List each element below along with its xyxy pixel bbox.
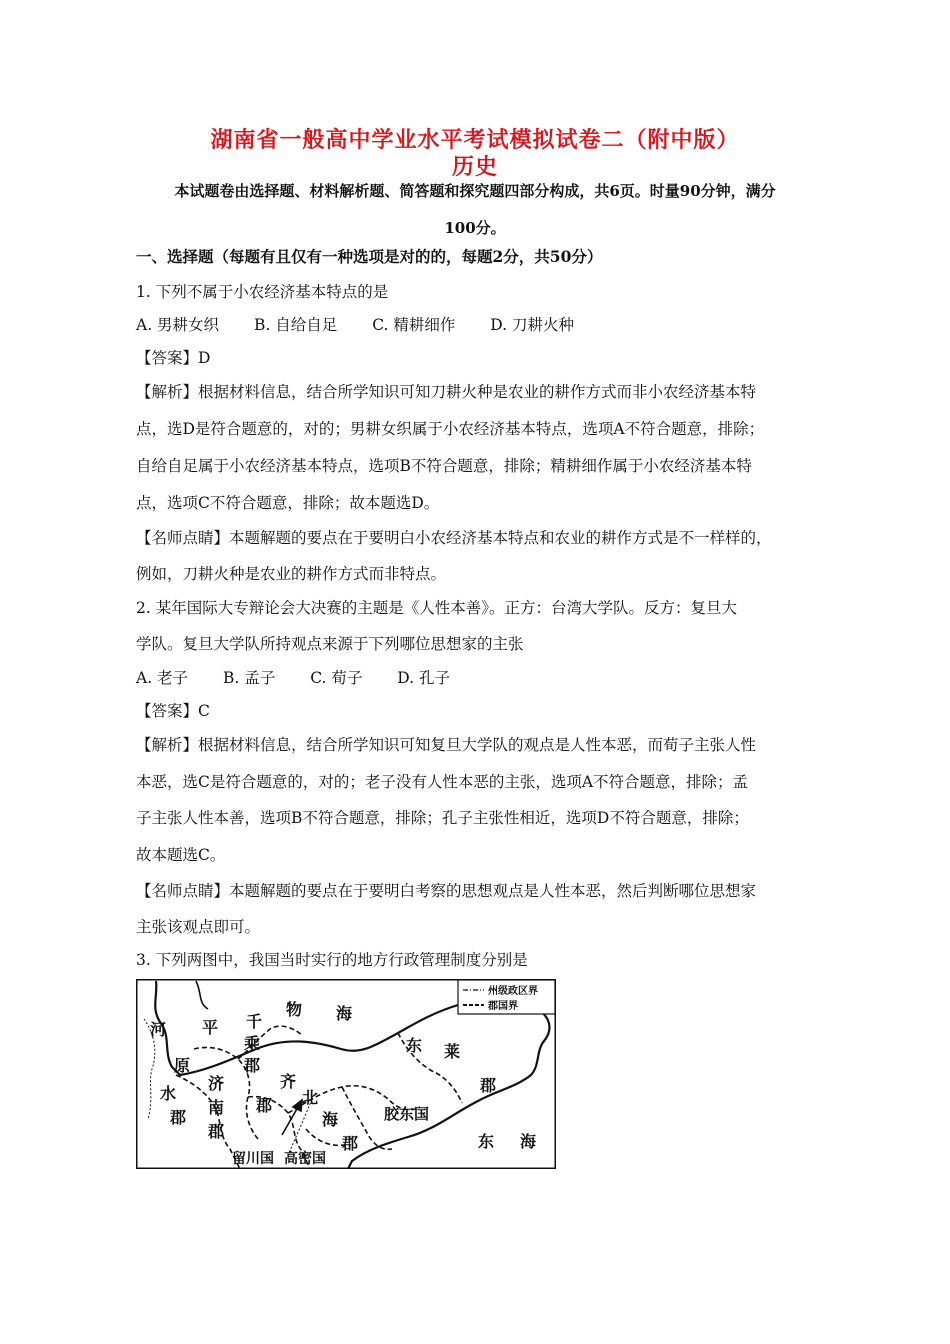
exam-intro-line2: 100分。 [444,219,506,237]
map-label-hai3: 海 [520,1132,537,1151]
map-label-jun-f: 郡 [480,1076,497,1095]
q1-options [136,315,604,335]
q1-analysis-3: 自给自足属于小农经济基本特点，选项B不符合题意，排除；精耕细作属于小农经济基本特 [136,457,752,475]
exam-intro-line1: 本试题卷由选择题、材料解析题、简答题和探究题四部分构成，共6页。时量90分钟，满分 [174,182,776,200]
q1-analysis-4: 点，选项C不符合题意，排除；故本题选D。 [136,494,440,512]
q1-answer: 【答案】D [136,349,211,367]
map-label-jiaodong: 胶东国 [384,1105,430,1123]
q1-stem: 1. 下列不属于小农经济基本特点的是 [136,283,389,301]
map-label-gaomi: 高密国 [284,1151,326,1167]
map-label-qi: 齐 [280,1072,297,1091]
map-label-qian: 千 [246,1012,263,1031]
q1-tip-2: 例如，刀耕火种是农业的耕作方式而非特点。 [136,565,447,583]
map-label-cheng: 乘 [244,1034,261,1053]
map-label-lai: 莱 [444,1042,461,1061]
q1-analysis-1: 【解析】根据材料信息，结合所学知识可知刀耕火种是农业的耕作方式而非小农经济基本特 [136,383,757,401]
map-label-yuan: 原 [174,1056,191,1075]
map-label-jun-d: 郡 [256,1096,273,1115]
map-label-ping: 平 [202,1018,219,1037]
map-label-sea-hai: 海 [336,1004,353,1023]
q2-stem-1: 2. 某年国际大专辩论会大决赛的主题是《人性本善》。正方：台湾大学队。反方：复旦大 [136,599,737,617]
map-label-jun-e: 郡 [342,1134,359,1153]
exam-title: 湖南省一般高中学业水平考试模拟试卷二（附中版） [210,127,740,153]
historical-map [136,979,556,1169]
q2-analysis-3: 子主张人性本善，选项B不符合题意，排除；孔子主张性相近，选项D不符合题意，排除； [136,809,749,827]
legend-label-commandery: 郡国界 [488,1001,518,1012]
q2-option-c: C. 荀子 [310,669,363,687]
map-label-nan: 南 [208,1098,225,1117]
map-label-he: 河 [150,1020,167,1039]
map-label-dong: 东 [406,1036,423,1055]
map-label-ji: 济 [208,1074,225,1093]
q1-tip-1: 【名师点睛】本题解题的要点在于要明白小农经济基本特点和农业的耕作方式是不一样样的， [136,529,772,547]
map-label-jun-c: 郡 [208,1122,225,1141]
map-label-hai2: 海 [322,1110,339,1129]
q1-option-b: B. 自给自足 [254,316,338,334]
map-label-dong2: 东 [478,1132,495,1151]
q2-analysis-4: 故本题选C。 [136,846,226,864]
map-label-shui: 水 [160,1084,177,1103]
map-label-bei: 北 [302,1088,319,1107]
q2-analysis-2: 本恶，选C是符合题意的，对的；老子没有人性本恶的主张，选项A不符合题意，排除；孟 [136,773,749,791]
q1-option-c: C. 精耕细作 [372,316,456,334]
legend-label-province: 州级政区界 [488,986,538,997]
map-label-jun-b: 郡 [170,1108,187,1127]
map-label-zichuan: 留川国 [232,1151,274,1167]
map-label-jun-a: 郡 [244,1056,261,1075]
q1-option-d: D. 刀耕火种 [490,316,575,334]
q2-tip-1: 【名师点睛】本题解题的要点在于要明白考察的思想观点是人性本恶，然后判断哪位思想家 [136,882,757,900]
q2-options [136,668,480,688]
q2-answer: 【答案】C [136,702,210,720]
q2-option-d: D. 孔子 [397,669,451,687]
q2-stem-2: 学队。复旦大学队所持观点来源于下列哪位思想家的主张 [136,635,524,653]
section-heading: 一、选择题（每题有且仅有一种选项是对的的，每题2分，共50分） [136,247,603,266]
q1-option-a: A. 男耕女织 [136,316,220,334]
q2-option-a: A. 老子 [136,669,189,687]
q2-analysis-1: 【解析】根据材料信息，结合所学知识可知复旦大学队的观点是人性本恶，而荀子主张人性 [136,736,757,754]
q1-analysis-2: 点，选D是符合题意的，对的；男耕女织属于小农经济基本特点，选项A不符合题意，排除； [136,420,765,438]
q2-tip-2: 主张该观点即可。 [136,918,261,936]
exam-subject: 历史 [451,154,498,180]
map-label-sea-wu: 物 [286,1000,303,1019]
q3-stem: 3. 下列两图中，我国当时实行的地方行政管理制度分别是 [136,951,528,969]
q2-option-b: B. 孟子 [223,669,276,687]
